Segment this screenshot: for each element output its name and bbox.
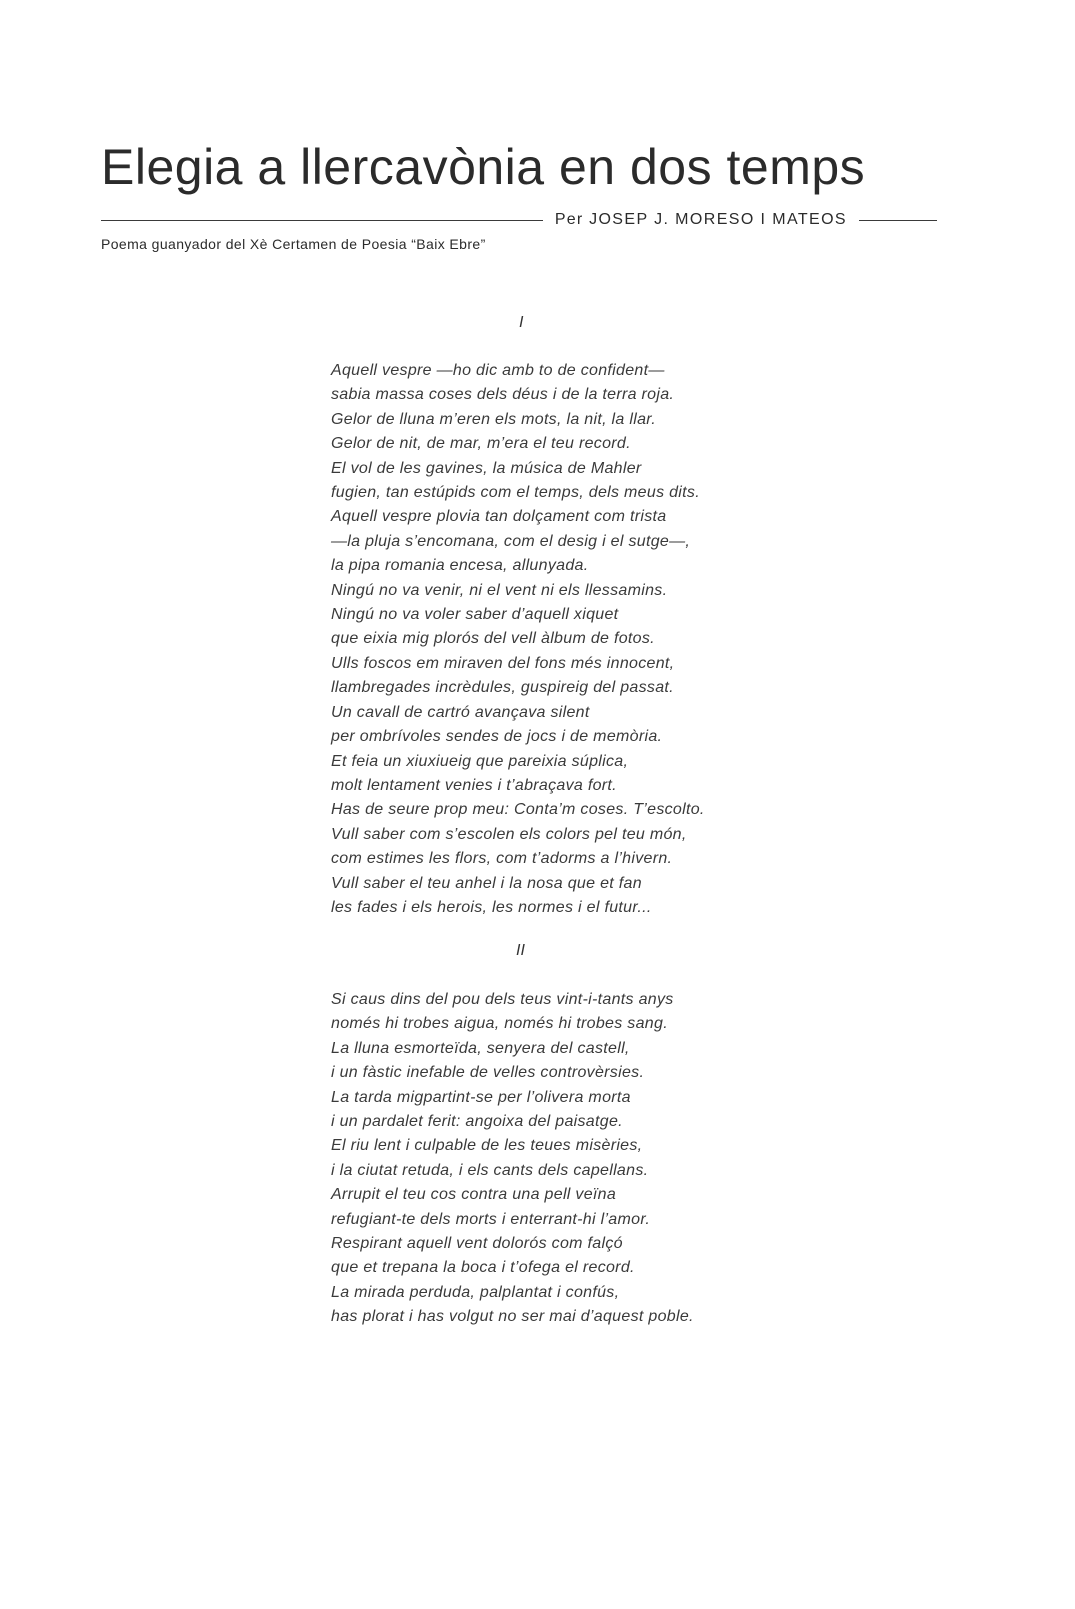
poem-line: que eixia mig plorós del vell àlbum de fotos. bbox=[331, 630, 655, 648]
page-title: Elegia a llercavònia en dos temps bbox=[101, 139, 866, 195]
poem-line: fugien, tan estúpids com el temps, dels meus dits. bbox=[331, 484, 700, 502]
poem-line: Vull saber com s’escolen els colors pel teu món, bbox=[331, 825, 687, 843]
section-numeral-2: II bbox=[516, 942, 525, 959]
poem-line: La tarda migpartint-se per l’olivera morta bbox=[331, 1088, 631, 1106]
poem-line: Si caus dins del pou dels teus vint-i-tants anys bbox=[331, 991, 674, 1008]
poem-line: Has de seure prop meu: Conta’m coses. T’escolto. bbox=[331, 801, 705, 819]
poem-line: El riu lent i culpable de les teues misèries, bbox=[331, 1137, 643, 1155]
poem-line: i un fàstic inefable de velles controvèrsies. bbox=[331, 1064, 645, 1082]
poem-line: Aquell vespre —ho dic amb to de confident— bbox=[331, 362, 665, 379]
poem-line: que et trepana la boca i t’ofega el record. bbox=[331, 1259, 635, 1277]
poem-line: i la ciutat retuda, i els cants dels capellans. bbox=[331, 1161, 649, 1179]
poem-line: i un pardalet ferit: angoixa del paisatge. bbox=[331, 1113, 623, 1131]
poem-line: —la pluja s’encomana, com el desig i el sutge—, bbox=[331, 532, 691, 550]
subtitle: Poema guanyador del Xè Certamen de Poesia “Baix Ebre” bbox=[101, 236, 486, 252]
poem-line: per ombrívoles sendes de jocs i de memòria. bbox=[331, 728, 663, 746]
poem-line: Aquell vespre plovia tan dolçament com trista bbox=[331, 508, 667, 526]
poem-line: La mirada perduda, palplantat i confús, bbox=[331, 1283, 620, 1301]
poem-line: llambregades incrèdules, guspireig del passat. bbox=[331, 679, 674, 697]
byline-rule-right bbox=[859, 220, 937, 221]
poem-line: Ningú no va voler saber d’aquell xiquet bbox=[331, 606, 619, 624]
author-name: JOSEP J. MORESO I MATEOS bbox=[589, 211, 847, 228]
stanza-part-2 bbox=[331, 988, 694, 1330]
poem-line: Gelor de lluna m’eren els mots, la nit, la llar. bbox=[331, 410, 657, 428]
poem-line: Et feia un xiuxiueig que pareixia súplica, bbox=[331, 752, 629, 770]
poem-line: Ningú no va venir, ni el vent ni els llessamins. bbox=[331, 581, 668, 599]
poem-line: sabia massa coses dels déus i de la terra roja. bbox=[331, 386, 675, 404]
byline bbox=[543, 211, 859, 229]
poem-line: Un cavall de cartró avançava silent bbox=[331, 703, 590, 721]
poem-line: La lluna esmorteïda, senyera del castell, bbox=[331, 1039, 630, 1057]
poem-line: Respirant aquell vent dolorós com falçó bbox=[331, 1235, 623, 1253]
section-numeral-1: I bbox=[519, 314, 524, 331]
byline-rule-left bbox=[101, 220, 543, 221]
poem-line: has plorat i has volgut no ser mai d’aquest poble. bbox=[331, 1308, 694, 1326]
poem-line: refugiant-te dels morts i enterrant-hi l’amor. bbox=[331, 1210, 651, 1228]
poem-line: la pipa romania encesa, allunyada. bbox=[331, 557, 589, 575]
poem-line: Ulls foscos em miraven del fons més innocent, bbox=[331, 654, 675, 672]
poem-line: Arrupit el teu cos contra una pell veïna bbox=[331, 1186, 617, 1204]
poem-line: només hi trobes aigua, només hi trobes sang. bbox=[331, 1015, 668, 1033]
byline-row bbox=[101, 209, 937, 231]
poem-line: Gelor de nit, de mar, m’era el teu record. bbox=[331, 435, 631, 453]
poem-line: les fades i els herois, les normes i el futur... bbox=[331, 898, 652, 916]
byline-prefix: Per bbox=[554, 211, 584, 228]
stanza-part-1 bbox=[331, 359, 705, 920]
poem-line: Vull saber el teu anhel i la nosa que et fan bbox=[331, 874, 642, 892]
poem-line: com estimes les flors, com t’adorms a l’hivern. bbox=[331, 850, 673, 868]
poem-line: El vol de les gavines, la música de Mahler bbox=[331, 459, 642, 477]
poem-line: molt lentament venies i t’abraçava fort. bbox=[331, 776, 617, 794]
